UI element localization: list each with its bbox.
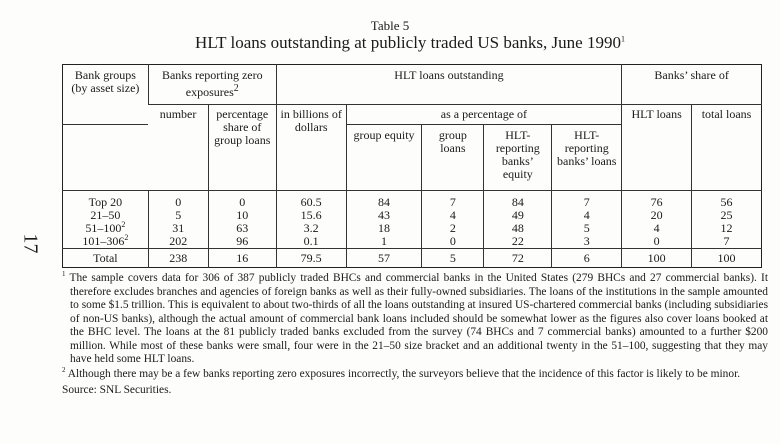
col-header-hlt-equity: HLT-reporting banks’ equity [484, 125, 552, 191]
cell-hlt-loans-rep: 5 [552, 222, 622, 235]
cell-group-equity: 18 [346, 222, 422, 235]
col-header-bank-groups: Bank groups (by asset size) [71, 68, 140, 95]
col-header-zero-exposures [148, 65, 276, 105]
cell-share-hlt: 20 [622, 209, 692, 222]
row-group-label: 51–100 [85, 221, 122, 235]
cell-number: 31 [148, 222, 208, 235]
cell-number: 5 [148, 209, 208, 222]
cell-group-equity: 43 [346, 209, 422, 222]
row-group [63, 235, 149, 249]
cell-number: 202 [148, 235, 208, 249]
total-share-total: 100 [692, 249, 762, 268]
col-header-billions: in billions of dollars [276, 105, 346, 191]
cell-group-loans: 4 [422, 209, 484, 222]
total-share-hlt: 100 [622, 249, 692, 268]
row-group-note: 2 [124, 233, 129, 242]
title-text: HLT loans outstanding at publicly traded US banks, June 1990 [195, 33, 621, 52]
row-group: Top 20 [63, 191, 149, 210]
zero-exposure-note: 2 [233, 83, 239, 94]
footnote-text: Although there may be a few banks reporting zero exposures incorrectly, the surveyors believe that the incidence of this factor is likely to be minor. [67, 367, 741, 380]
cell-hlt-equity: 84 [484, 191, 552, 210]
cell-hlt-loans-rep: 3 [552, 235, 622, 249]
total-number: 238 [148, 249, 208, 268]
cell-share-total: 7 [692, 235, 762, 249]
total-hlt-loans-rep: 6 [552, 249, 622, 268]
footnote-text: The sample covers data for 306 of 387 publicly traded BHCs and commercial banks in the United States (279 BHCs and 27 commercial banks). It therefore excludes branches and agencies of foreign banks as well as their fully-owned subsidiaries. The loans of the institutions in the sample amounted to some $1.5 trillion. This is equivalent to about two-thirds of all the loans outstanding at insured US-chartered commercial banks (including subsidiaries of non-US banks), although the actual amount of commercial bank loans included should be somewhat lower as the figures also cover loans booked at the BHC level. The loans at the 81 publicly traded banks excluded from the survey (74 BHCs and 7 commercial banks) amounted to a further $200 million. While most of these banks were small, four were in the 21–50 size bracket and an additional twenty in the 51–100, suggesting that they may have held some HLT loans. [69, 272, 768, 365]
col-header-total-loans: total loans [692, 105, 762, 191]
col-header-number: number [148, 105, 208, 191]
row-group: 21–50 [90, 208, 121, 222]
cell-group-loans: 2 [422, 222, 484, 235]
footnote-2 [62, 365, 768, 382]
total-group-loans: 5 [422, 249, 484, 268]
cell-pct-share: 10 [208, 209, 276, 222]
row-group-note: 2 [121, 220, 126, 229]
cell-hlt-equity: 48 [484, 222, 552, 235]
table-title [190, 33, 630, 53]
hlt-loans-table [62, 64, 762, 268]
footnote-mark: 1 [62, 270, 66, 279]
cell-group-loans: 7 [422, 191, 484, 210]
total-pct-share: 16 [208, 249, 276, 268]
cell-hlt-loans-rep: 4 [552, 209, 622, 222]
cell-billions: 15.6 [276, 209, 346, 222]
col-header-group-loans: group loans [422, 125, 484, 191]
cell-share-hlt: 4 [622, 222, 692, 235]
cell-billions: 60.5 [276, 191, 346, 210]
cell-share-hlt: 76 [622, 191, 692, 210]
col-header-pct-share: percentage share of group loans [208, 105, 276, 191]
footnote-1 [62, 272, 768, 367]
col-header-hlt-outstanding: HLT loans outstanding [276, 65, 621, 105]
cell-share-total: 56 [692, 191, 762, 210]
cell-hlt-equity: 22 [484, 235, 552, 249]
total-hlt-equity: 72 [484, 249, 552, 268]
col-header-as-percentage: as a percentage of [346, 105, 622, 125]
cell-group-loans: 0 [422, 235, 484, 249]
cell-group-equity: 1 [346, 235, 422, 249]
col-header-banks-share: Banks’ share of [622, 65, 762, 105]
col-header-hlt-loans: HLT loans [622, 105, 692, 191]
footnote-mark: 2 [62, 365, 66, 374]
col-header-hlt-reporting-loans: HLT-reporting banks’ loans [552, 125, 622, 191]
cell-pct-share: 96 [208, 235, 276, 249]
cell-hlt-equity: 49 [484, 209, 552, 222]
cell-billions: 0.1 [276, 235, 346, 249]
cell-hlt-loans-rep: 7 [552, 191, 622, 210]
total-row-label: Total [63, 249, 149, 268]
cell-billions: 3.2 [276, 222, 346, 235]
footnotes [62, 272, 768, 398]
cell-share-hlt: 0 [622, 235, 692, 249]
total-group-equity: 57 [346, 249, 422, 268]
cell-group-equity: 84 [346, 191, 422, 210]
title-footnote-mark: 1 [620, 34, 625, 44]
row-group-label: 101–306 [82, 234, 125, 248]
cell-number: 0 [148, 191, 208, 210]
zero-exposure-label: Banks reporting zero exposures [161, 68, 263, 99]
source-line: Source: SNL Securities. [62, 384, 172, 396]
page-number: 17 [19, 233, 42, 254]
col-header-group-equity: group equity [346, 125, 422, 191]
total-billions: 79.5 [276, 249, 346, 268]
cell-share-total: 25 [692, 209, 762, 222]
cell-pct-share: 63 [208, 222, 276, 235]
cell-pct-share: 0 [208, 191, 276, 210]
table-label: Table 5 [370, 18, 410, 33]
cell-share-total: 12 [692, 222, 762, 235]
